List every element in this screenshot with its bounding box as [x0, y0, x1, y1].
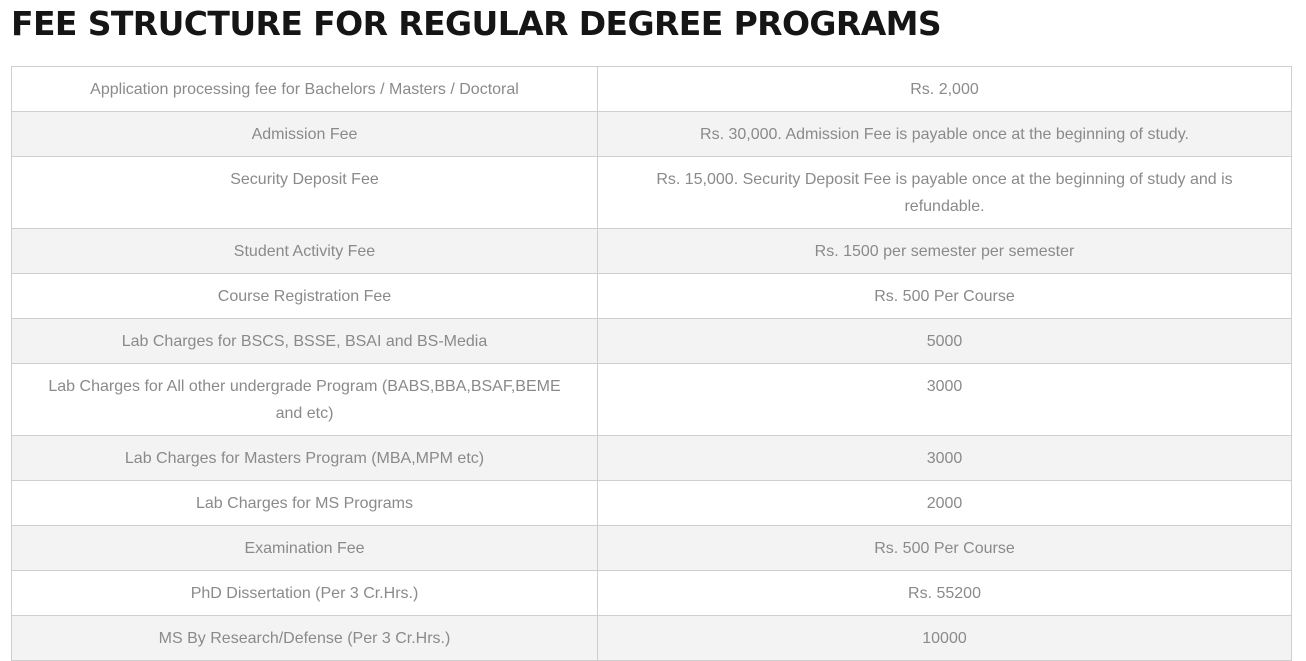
- table-row: [12, 436, 1292, 481]
- fee-item-cell: MS By Research/Defense (Per 3 Cr.Hrs.): [12, 616, 598, 661]
- fee-amount-cell: Rs. 55200: [598, 571, 1292, 616]
- fee-amount-cell: 3000: [598, 436, 1292, 481]
- fee-item-cell: Lab Charges for BSCS, BSSE, BSAI and BS-Media: [12, 319, 598, 364]
- fee-amount-cell: Rs. 2,000: [598, 67, 1292, 112]
- fee-amount-cell: Rs. 15,000. Security Deposit Fee is payable once at the beginning of study and is refundable.: [598, 157, 1292, 229]
- table-row: [12, 157, 1292, 229]
- table-row: [12, 67, 1292, 112]
- table-row: [12, 319, 1292, 364]
- table-row: [12, 526, 1292, 571]
- fee-item-cell: Admission Fee: [12, 112, 598, 157]
- fee-amount-cell: Rs. 500 Per Course: [598, 526, 1292, 571]
- fee-item-cell: Examination Fee: [12, 526, 598, 571]
- fee-amount-cell: Rs. 500 Per Course: [598, 274, 1292, 319]
- fee-item-cell: Lab Charges for All other undergrade Program (BABS,BBA,BSAF,BEME and etc): [12, 364, 598, 436]
- fee-item-cell: Course Registration Fee: [12, 274, 598, 319]
- fee-table-body: [12, 67, 1292, 661]
- fee-item-cell: Lab Charges for MS Programs: [12, 481, 598, 526]
- fee-item-cell: PhD Dissertation (Per 3 Cr.Hrs.): [12, 571, 598, 616]
- fee-amount-cell: Rs. 1500 per semester per semester: [598, 229, 1292, 274]
- table-row: [12, 616, 1292, 661]
- fee-item-cell: Lab Charges for Masters Program (MBA,MPM etc): [12, 436, 598, 481]
- fee-item-cell: Application processing fee for Bachelors / Masters / Doctoral: [12, 67, 598, 112]
- fee-structure-table: [11, 66, 1292, 661]
- table-row: [12, 571, 1292, 616]
- fee-item-cell: Student Activity Fee: [12, 229, 598, 274]
- table-row: [12, 274, 1292, 319]
- page-title: FEE STRUCTURE FOR REGULAR DEGREE PROGRAMS: [11, 4, 942, 43]
- fee-amount-cell: 2000: [598, 481, 1292, 526]
- table-row: [12, 481, 1292, 526]
- table-row: [12, 364, 1292, 436]
- fee-item-cell: Security Deposit Fee: [12, 157, 598, 229]
- fee-amount-cell: Rs. 30,000. Admission Fee is payable once at the beginning of study.: [598, 112, 1292, 157]
- fee-amount-cell: 5000: [598, 319, 1292, 364]
- fee-amount-cell: 10000: [598, 616, 1292, 661]
- table-row: [12, 112, 1292, 157]
- table-row: [12, 229, 1292, 274]
- fee-amount-cell: 3000: [598, 364, 1292, 436]
